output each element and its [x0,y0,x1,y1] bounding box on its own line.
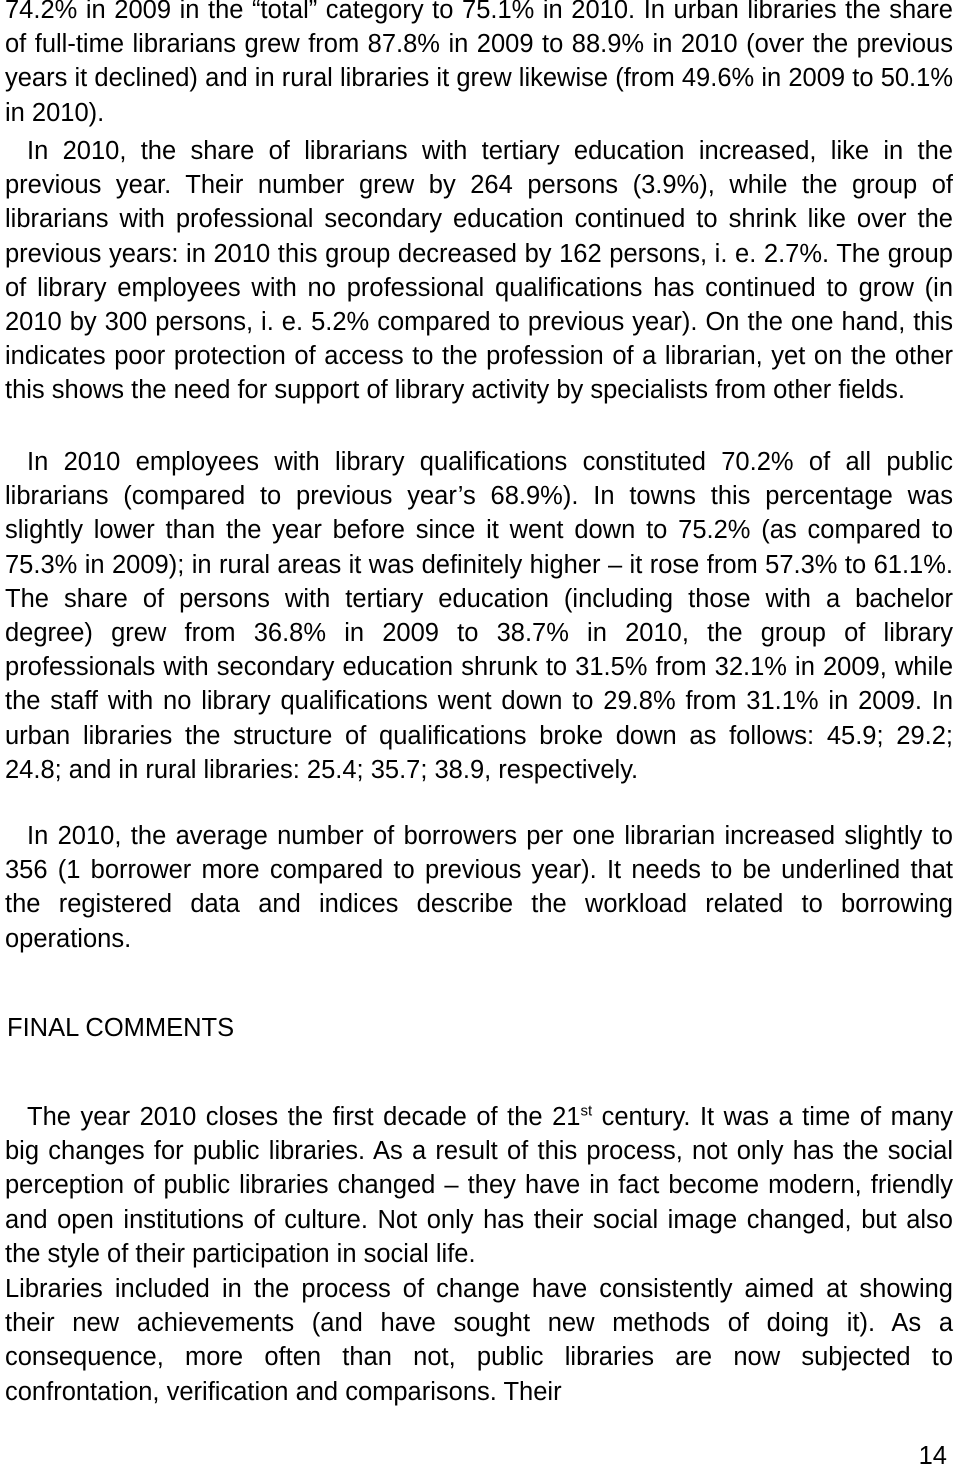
body-paragraph: 74.2% in 2009 in the “total” category to 75.1% in 2010. In urban libraries the share of full-time librarians grew from 87.8% in 2009 to 88.9% in 2010 (over the previous years it declined) and in rural libraries it grew likewise (from 49.6% in 2009 to 50.1% in 2010). [5,0,953,127]
paragraph-text: The year 2010 closes the first decade of the 21 [27,1103,581,1131]
body-paragraph: In 2010 employees with library qualifications constituted 70.2% of all public librarians (compared to previous year’s 68.9%). In towns this percentage was slightly lower than the year before since it went down to 75.2% (as compared to 75.3% in 2009); in rural areas it was definitely higher – it rose from 57.3% to 61.1%. The share of persons with tertiary education (including those with a bachelor degree) grew from 36.8% in 2009 to 38.7% in 2010, the group of library professionals with secondary education shrunk to 31.5% from 32.1% in 2009, while the staff with no library qualifications went down to 29.8% from 31.1% in 2009. In urban libraries the structure of qualifications broke down as follows: 45.9; 29.2; 24.8; and in rural libraries: 25.4; 35.7; 38.9, respectively. [5,448,953,784]
section-heading: FINAL COMMENTS [7,1014,235,1042]
paragraph-text: century. It was a time of many big changes for public libraries. As a result of this process, not only has the social perception of public libraries changed – they have in fact become modern, friendly and open institutions of culture. Not only has their social image changed, but also the style of their participation in social life. [5,1103,954,1268]
document-page [5,0,953,1472]
page-number: 14 [918,1442,947,1470]
body-paragraph: Libraries included in the process of change have consistently aimed at showing their new achievements (and have sought new methods of doing it). As a consequence, more often than not, public libraries are now subjected to confrontation, verification and comparisons. Their [5,1275,953,1406]
body-paragraph [5,1100,953,1271]
ordinal-superscript: st [580,1102,593,1120]
body-paragraph: In 2010, the share of librarians with tertiary education increased, like in the previous year. Their number grew by 264 persons (3.9%), while the group of librarians with professional secondary education continued to shrink like over the previous years: in 2010 this group decreased by 162 persons, i. e. 2.7%. The group of library employees with no professional qualifications has continued to grow (in 2010 by 300 persons, i. e. 5.2% compared to previous year). On the one hand, this indicates poor protection of access to the profession of a librarian, yet on the other this shows the need for support of library activity by specialists from other fields. [5,137,953,405]
body-paragraph: In 2010, the average number of borrowers per one librarian increased slightly to 356 (1 borrower more compared to previous year). It needs to be underlined that the registered data and indices describe the workload related to borrowing operations. [5,822,953,953]
